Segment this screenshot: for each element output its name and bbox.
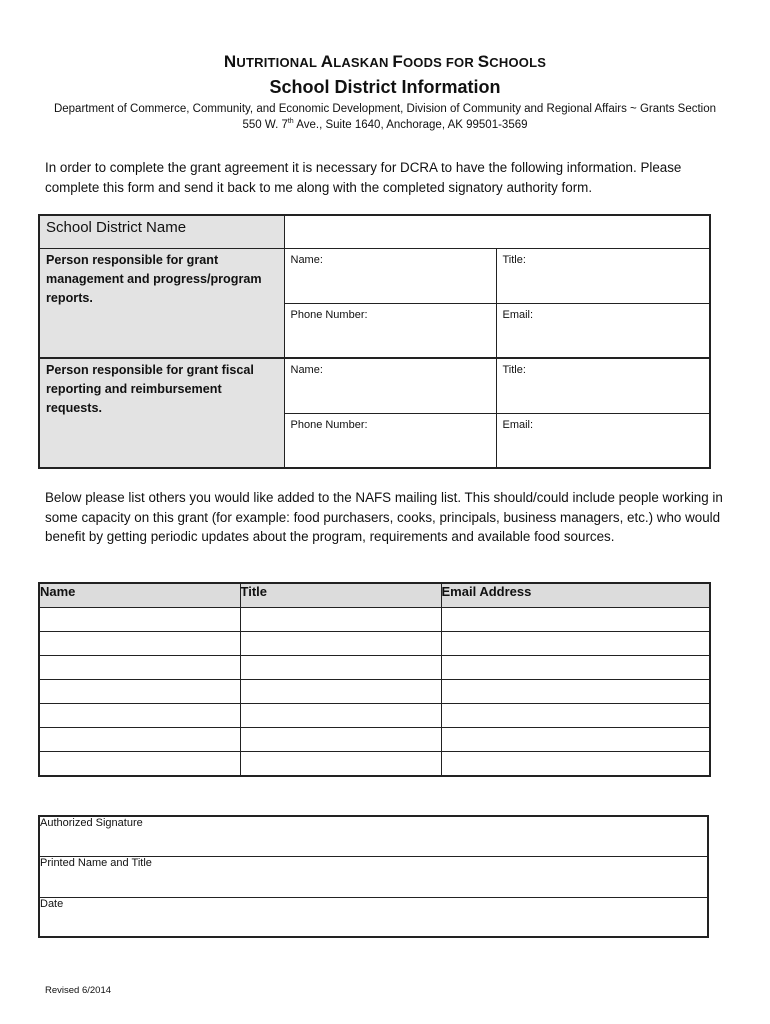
name-cell[interactable] xyxy=(39,632,240,656)
table-row xyxy=(39,656,710,680)
table-row xyxy=(39,632,710,656)
email-cell[interactable] xyxy=(441,680,710,704)
table-row xyxy=(39,680,710,704)
revised-date: Revised 6/2014 xyxy=(45,985,112,996)
authorized-signature-field[interactable]: Authorized Signature xyxy=(39,816,708,856)
email-cell[interactable] xyxy=(441,704,710,728)
grant-manager-email-field[interactable]: Email: xyxy=(496,303,710,358)
table-row xyxy=(39,608,710,632)
table-row xyxy=(39,752,710,776)
intro-paragraph: In order to complete the grant agreement it is necessary for DCRA to have the following information. Please complete this form and send it back to me along with the completed signatory authority form. xyxy=(45,160,682,195)
district-name-label: School District Name xyxy=(39,215,284,248)
title-word-1: NUTRITIONAL xyxy=(223,52,321,71)
email-cell[interactable] xyxy=(441,728,710,752)
email-cell[interactable] xyxy=(441,752,710,776)
title-word-4: SCHOOLS xyxy=(477,52,547,71)
fiscal-contact-name-field[interactable]: Name: xyxy=(284,358,496,413)
department-info xyxy=(0,101,770,133)
email-cell[interactable] xyxy=(441,656,710,680)
printed-name-title-field[interactable]: Printed Name and Title xyxy=(39,856,708,897)
form-subtitle: School District Information xyxy=(269,77,501,97)
name-cell[interactable] xyxy=(39,656,240,680)
name-cell[interactable] xyxy=(39,704,240,728)
header-email: Email Address xyxy=(441,583,710,608)
mailing-list-paragraph: Below please list others you would like added to the NAFS mailing list. This should/could include people working in some capacity on this grant (for example: food purchasers, cooks, principals, business managers, etc.) who would benefit by getting periodic updates about the program, requirements and available food sources. xyxy=(45,490,723,544)
fiscal-contact-label: Person responsible for grant fiscal reporting and reimbursement requests. xyxy=(39,358,284,468)
name-cell[interactable] xyxy=(39,752,240,776)
fiscal-contact-title-field[interactable]: Title: xyxy=(496,358,710,413)
grant-manager-phone-field[interactable]: Phone Number: xyxy=(284,303,496,358)
header-title: Title xyxy=(240,583,441,608)
title-cell[interactable] xyxy=(240,752,441,776)
grant-manager-name-field[interactable]: Name: xyxy=(284,248,496,303)
district-name-field[interactable] xyxy=(284,215,710,248)
title-cell[interactable] xyxy=(240,608,441,632)
title-cell[interactable] xyxy=(240,704,441,728)
title-cell[interactable] xyxy=(240,680,441,704)
address-line: 550 W. 7th Ave., Suite 1640, Anchorage, AK 99501-3569 xyxy=(242,118,528,131)
department-line: Department of Commerce, Community, and Economic Development, Division of Community and Regional Affairs ~ Grants Section xyxy=(53,103,717,115)
form-title xyxy=(0,52,770,72)
title-cell[interactable] xyxy=(240,656,441,680)
mailing-list-table xyxy=(38,582,711,777)
name-cell[interactable] xyxy=(39,608,240,632)
header-name: Name xyxy=(39,583,240,608)
name-cell[interactable] xyxy=(39,680,240,704)
date-field[interactable]: Date xyxy=(39,897,708,937)
table-row xyxy=(39,704,710,728)
fiscal-contact-phone-field[interactable]: Phone Number: xyxy=(284,413,496,468)
title-cell[interactable] xyxy=(240,728,441,752)
grant-manager-title-field[interactable]: Title: xyxy=(496,248,710,303)
fiscal-contact-email-field[interactable]: Email: xyxy=(496,413,710,468)
grant-manager-label: Person responsible for grant management and progress/program reports. xyxy=(39,248,284,358)
table-row xyxy=(39,728,710,752)
email-cell[interactable] xyxy=(441,632,710,656)
contact-table xyxy=(38,214,711,469)
title-word-2: ALASKAN xyxy=(320,52,393,71)
name-cell[interactable] xyxy=(39,728,240,752)
signature-table xyxy=(38,815,709,938)
title-cell[interactable] xyxy=(240,632,441,656)
title-word-3: FOODS FOR xyxy=(392,52,478,71)
email-cell[interactable] xyxy=(441,608,710,632)
